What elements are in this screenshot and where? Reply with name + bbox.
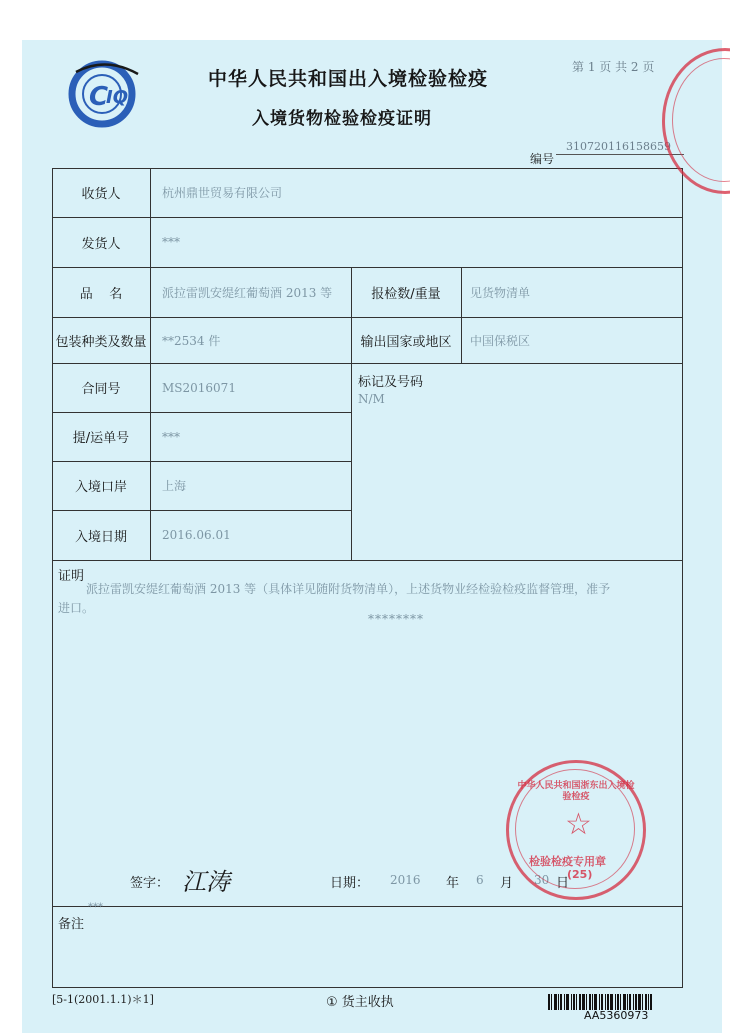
- date-value: 2016.06.01: [162, 528, 231, 542]
- consignor-label: 发货人: [81, 236, 121, 252]
- certificate-label: 证明: [58, 569, 85, 584]
- table-border-bottom: [52, 987, 683, 988]
- certificate-number: 310720116158659: [566, 140, 671, 153]
- document-title: 中华人民共和国出入境检验检疫: [208, 68, 489, 90]
- bill-value: ***: [162, 429, 180, 444]
- copy-label: ① 货主收执: [326, 995, 394, 1010]
- port-label: 入境口岸: [74, 480, 127, 495]
- number-underline: [556, 154, 684, 155]
- bill-label: 提/运单号: [72, 431, 130, 446]
- signature-year-unit: 年: [446, 876, 460, 891]
- marks-value: N/M: [358, 392, 385, 406]
- quantity-value: 见货物清单: [470, 285, 531, 300]
- paper-left-edge: [0, 0, 22, 1033]
- form-code: [5-1(2001.1.1)＊1]: [52, 993, 154, 1006]
- packing-value: **2534 件: [162, 333, 221, 348]
- barcode: [548, 994, 686, 1010]
- signature-month-unit: 月: [500, 876, 514, 891]
- signature-label: 签字：: [130, 876, 170, 891]
- document-subtitle: 入境货物检验检疫证明: [252, 109, 432, 129]
- page-info: 第 1 页 共 2 页: [572, 60, 655, 74]
- ciq-logo-icon: [66, 58, 142, 128]
- product-label: 品 名: [79, 286, 123, 302]
- port-value: 上海: [162, 479, 187, 493]
- date-label: 入境日期: [74, 529, 127, 545]
- seal-bottom-text: 检验检疫专用章: [529, 855, 606, 868]
- certificate-line-2: 进口。: [58, 601, 95, 615]
- seal-inner-ring: [672, 58, 730, 182]
- table-border-left: [52, 896, 53, 988]
- origin-value: 中国保税区: [470, 333, 531, 348]
- origin-label: 输出国家或地区: [360, 334, 452, 350]
- seal-star-icon: ☆: [565, 807, 592, 842]
- consignor-value: ***: [162, 235, 180, 249]
- consignee-label: 收货人: [81, 187, 121, 202]
- consignee-value: 杭州鼎世贸易有限公司: [162, 186, 283, 200]
- contract-value: MS2016071: [162, 380, 236, 395]
- marks-label: 标记及号码: [358, 375, 424, 390]
- serial-number: AA5360973: [584, 1009, 649, 1022]
- row-divider: [52, 560, 683, 561]
- seal-ring-text: 中华人民共和国浙东出入境检验检疫: [517, 781, 635, 802]
- column-divider: [461, 267, 462, 363]
- certificate-line-1: 派拉雷凯安缇红葡萄酒 2013 等（具体详见随附货物清单），上述货物业经检验检疫监督管理，准予: [86, 582, 611, 596]
- remarks-label: 备注: [58, 917, 85, 932]
- contract-label: 合同号: [81, 382, 121, 397]
- column-divider: [150, 168, 151, 560]
- seal-number: (25): [567, 868, 593, 881]
- product-value: 派拉雷凯安缇红葡萄酒 2013 等: [162, 285, 333, 300]
- packing-label: 包装种类及数量: [55, 334, 147, 350]
- signature-day: 30: [534, 873, 550, 887]
- signature-year: 2016: [390, 873, 421, 887]
- remarks-value: ***: [88, 902, 103, 913]
- quantity-label: 报检数/重量: [371, 286, 441, 302]
- certificate-stars: ********: [368, 612, 424, 626]
- signature-day-unit: 日: [556, 876, 570, 891]
- number-label: 编号: [530, 152, 555, 166]
- signature-handwriting: 江涛: [182, 868, 230, 896]
- svg-text:C: C: [89, 82, 109, 112]
- table-border-right: [682, 168, 683, 896]
- signature-month: 6: [476, 873, 484, 887]
- signature-date-label: 日期：: [330, 876, 370, 891]
- table-border-right: [682, 896, 683, 988]
- row-divider: [52, 906, 683, 907]
- svg-text:IQ: IQ: [106, 87, 128, 108]
- official-seal: [506, 760, 646, 900]
